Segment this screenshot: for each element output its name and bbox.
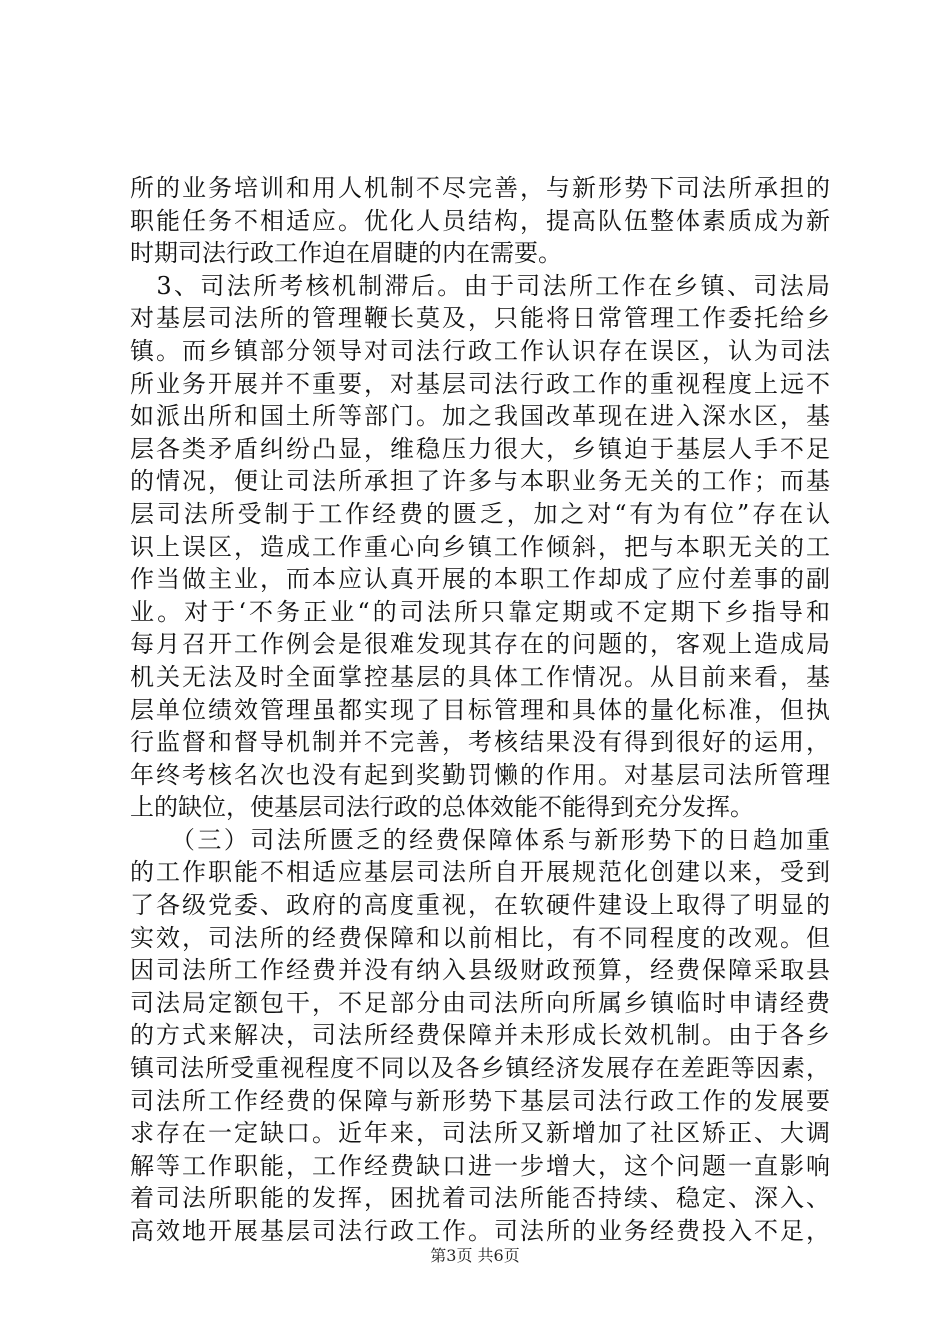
text-line: 的情况，便让司法所承担了许多与本职业务无关的工作；而基 (130, 467, 830, 496)
text-line: 行监督和督导机制并不完善，考核结果没有得到很好的运用， (130, 728, 830, 757)
text-line: 所的业务培训和用人机制不尽完善，与新形势下司法所承担的 (130, 174, 830, 202)
text-line: 求存在一定缺口。近年来，司法所又新增加了社区矫正、大调 (130, 1119, 830, 1148)
text-line: 镇司法所受重视程度不同以及各乡镇经济发展存在差距等因素， (130, 1054, 830, 1083)
text-line: 的方式来解决，司法所经费保障并未形成长效机制。由于各乡 (130, 1021, 830, 1050)
text-line: 3、司法所考核机制滞后。由于司法所工作在乡镇、司法局 (130, 271, 830, 300)
text-line: 业。对于‘不务正业“的司法所只靠定期或不定期下乡指导和 (130, 597, 830, 626)
text-line: 职能任务不相适应。优化人员结构，提高队伍整体素质成为新 (130, 206, 830, 235)
text-line: 年终考核名次也没有起到奖勤罚懒的作用。对基层司法所管理 (130, 760, 830, 789)
text-line: 因司法所工作经费并没有纳入县级财政预算，经费保障采取县 (130, 956, 830, 985)
text-line: 实效，司法所的经费保障和以前相比，有不同程度的改观。但 (130, 923, 830, 952)
text-line: 层各类矛盾纠纷凸显，维稳压力很大，乡镇迫于基层人手不足 (130, 434, 830, 463)
text-line: 时期司法行政工作迫在眉睫的内在需要。 (130, 239, 562, 268)
text-line: 的工作职能不相适应基层司法所自开展规范化创建以来，受到 (130, 858, 830, 887)
text-line: 司法局定额包干，不足部分由司法所向所属乡镇临时申请经费 (130, 988, 830, 1017)
text-line: 层单位绩效管理虽都实现了目标管理和具体的量化标准，但执 (130, 695, 830, 724)
text-line: 识上误区，造成工作重心向乡镇工作倾斜，把与本职无关的工 (130, 532, 830, 561)
text-line: 机关无法及时全面掌控基层的具体工作情况。从目前来看，基 (130, 662, 830, 691)
text-line: 镇。而乡镇部分领导对司法行政工作认识存在误区，认为司法 (130, 336, 830, 365)
text-line: 如派出所和国土所等部门。加之我国改革现在进入深水区，基 (130, 402, 830, 431)
text-line: 对基层司法所的管理鞭长莫及，只能将日常管理工作委托给乡 (130, 304, 830, 333)
text-line: 解等工作职能，工作经费缺口进一步增大，这个问题一直影响 (130, 1151, 830, 1180)
text-line: （三）司法所匮乏的经费保障体系与新形势下的日趋加重 (130, 825, 830, 854)
text-line: 作当做主业，而本应认真开展的本职工作却成了应付差事的副 (130, 565, 830, 594)
body-text (130, 172, 830, 1248)
text-line: 着司法所职能的发挥，困扰着司法所能否持续、稳定、深入、 (130, 1184, 830, 1213)
text-line: 层司法所受制于工作经费的匮乏，加之对“有为有位”存在认 (130, 499, 830, 528)
text-line: 了各级党委、政府的高度重视，在软硬件建设上取得了明显的 (130, 891, 830, 920)
text-line: 所业务开展并不重要，对基层司法行政工作的重视程度上远不 (130, 369, 830, 398)
page-footer: 第3页 共6页 (430, 1246, 520, 1265)
text-line: 司法所工作经费的保障与新形势下基层司法行政工作的发展要 (130, 1086, 830, 1115)
text-line: 每月召开工作例会是很难发现其存在的问题的，客观上造成局 (130, 630, 830, 659)
text-line: 上的缺位，使基层司法行政的总体效能不能得到充分发挥。 (130, 793, 754, 822)
text-line: 高效地开展基层司法行政工作。司法所的业务经费投入不足， (130, 1217, 830, 1245)
